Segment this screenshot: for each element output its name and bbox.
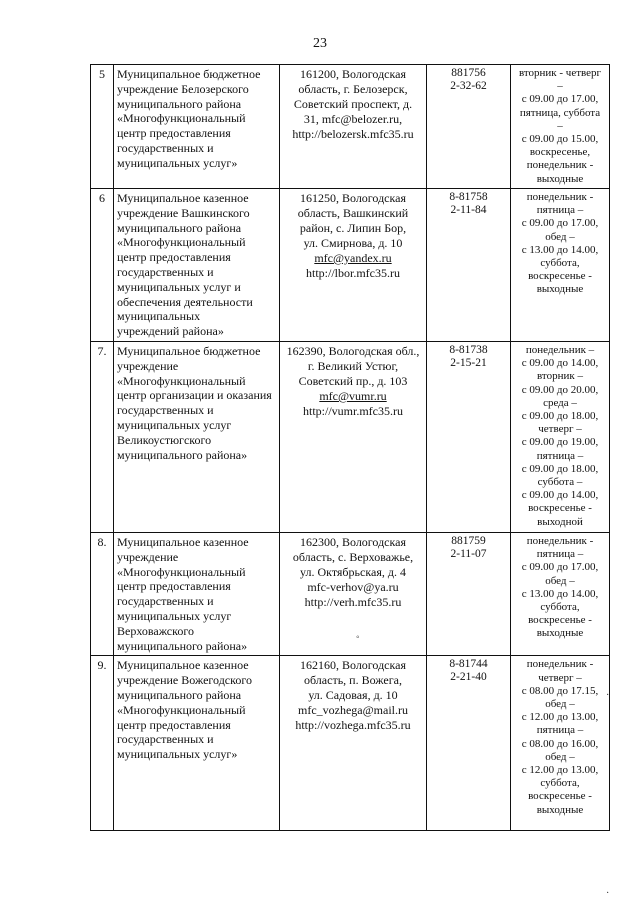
text-line: муниципальных <box>117 309 201 324</box>
scan-speck: · <box>606 888 610 899</box>
text-line: – <box>557 119 563 132</box>
text-line: пятница – <box>536 724 584 737</box>
text-line: 2-15-21 <box>450 356 487 369</box>
text-line: государственных и <box>117 732 214 747</box>
text-line: область, п. Вожега, <box>304 673 402 688</box>
text-line: «Многофункциональный <box>117 373 246 388</box>
text-line: муниципальных услуг» <box>117 747 238 762</box>
text-line: 2-21-40 <box>450 671 487 684</box>
text-line: воскресенье - <box>528 270 592 283</box>
phone-number <box>427 656 511 831</box>
text-line: Верховажского <box>117 623 194 638</box>
institution-name <box>114 65 280 189</box>
text-line: учреждение Вожегодского <box>117 673 252 688</box>
address-contacts <box>280 341 427 532</box>
text-line: с 13.00 до 14.00, <box>521 243 599 256</box>
text-line: воскресенье - <box>528 502 592 515</box>
contact-link[interactable]: mfc_vozhega@mail.ru <box>297 703 408 718</box>
text-line: обед – <box>545 750 575 763</box>
text-line: центр предоставления <box>117 126 231 141</box>
text-line: «Многофункциональный <box>117 702 246 717</box>
text-line: Муниципальное бюджетное <box>117 67 261 81</box>
text-line: муниципальных услуг» <box>117 155 238 170</box>
text-line: 8-81758 <box>449 191 488 203</box>
text-line: государственных и <box>117 264 214 279</box>
row-number: 7. <box>91 341 114 532</box>
text-line: центр предоставления <box>117 717 231 732</box>
text-line: 161250, Вологодская <box>299 191 407 205</box>
text-line: муниципального района» <box>117 447 248 462</box>
row-number: 8. <box>91 532 114 655</box>
text-line: понедельник - <box>526 191 594 203</box>
contact-link[interactable]: http://vumr.mfc35.ru <box>303 403 403 418</box>
text-line: с 09.00 до 14.00, <box>521 489 599 502</box>
address-contacts <box>280 656 427 831</box>
phone-number <box>427 189 511 342</box>
text-line: с 08.00 до 16.00, <box>521 737 599 750</box>
table-row <box>91 189 610 342</box>
contact-link[interactable]: http://verh.mfc35.ru <box>304 594 402 609</box>
text-line: обеспечения деятельности <box>117 294 253 309</box>
text-line: с 09.00 до 14.00, <box>521 357 599 370</box>
text-line: с 09.00 до 19.00, <box>521 436 599 449</box>
text-line: обед – <box>545 697 575 710</box>
text-line: понедельник - <box>526 534 594 547</box>
text-line: государственных и <box>117 594 214 609</box>
phone-number <box>427 65 511 189</box>
text-line: обед – <box>545 574 575 587</box>
table-row <box>91 341 610 532</box>
text-line: муниципальных услуг <box>117 417 232 432</box>
contact-link[interactable]: http://vozhega.mfc35.ru <box>295 718 411 733</box>
text-line: 2-11-84 <box>450 204 487 216</box>
text-line: пятница – <box>536 548 584 561</box>
text-line: суббота – <box>537 476 583 488</box>
text-line: с 09.00 до 18.00, <box>521 462 599 475</box>
text-line: пятница – <box>536 449 584 462</box>
text-line: «Многофункциональный <box>117 111 246 126</box>
scan-speck: · <box>606 690 610 701</box>
contact-link[interactable]: http://lbor.mfc35.ru <box>306 266 400 280</box>
text-line: муниципального района <box>117 220 242 235</box>
text-line: ул. Садовая, д. 10 <box>308 688 398 703</box>
working-hours <box>511 65 610 189</box>
text-line: область, с. Верховажье, <box>292 549 414 564</box>
text-line: 2-32-62 <box>450 80 487 92</box>
text-line: суббота, <box>540 600 580 613</box>
text-line: 881756 <box>451 67 486 79</box>
working-hours <box>511 656 610 831</box>
text-line: обед – <box>545 230 575 243</box>
text-line: выходные <box>536 803 584 816</box>
contact-link[interactable]: mfc-verhov@ya.ru <box>307 579 399 594</box>
text-line: с 13.00 до 14.00, <box>521 587 599 600</box>
text-line: государственных и <box>117 403 214 418</box>
text-line: 162160, Вологодская <box>299 658 407 673</box>
text-line: Муниципальное казенное <box>117 191 249 205</box>
text-line: 162300, Вологодская <box>299 534 407 549</box>
phone-number <box>427 532 511 655</box>
text-line: суббота, <box>540 777 580 790</box>
text-line: 881759 <box>451 534 486 547</box>
text-line: центр организации и оказания <box>117 388 272 403</box>
table-row <box>91 656 610 831</box>
text-line: пятница – <box>536 204 584 217</box>
text-line: с 09.00 до 17.00, <box>521 93 599 106</box>
text-line: центр предоставления <box>117 579 231 594</box>
institution-name <box>114 656 280 831</box>
text-line: учреждение <box>117 358 179 373</box>
text-line: учреждение <box>117 549 179 564</box>
text-line: воскресенье, <box>529 146 591 159</box>
institution-name <box>114 532 280 655</box>
text-line: муниципальных услуг <box>117 608 232 623</box>
text-line: 8-81744 <box>449 658 488 671</box>
text-line: область, г. Белозерск, <box>298 82 408 96</box>
text-line: среда – <box>543 396 577 409</box>
table-row <box>91 532 610 655</box>
mfc-table <box>90 64 610 831</box>
text-line: суббота, <box>540 257 580 270</box>
text-line: выходные <box>536 172 584 185</box>
address-contacts <box>280 189 427 342</box>
text-line: выходные <box>536 627 584 640</box>
text-line: вторник - четверг <box>518 67 602 79</box>
text-line: четверг – <box>538 423 582 436</box>
text-line: учреждений района» <box>117 324 224 339</box>
text-line: четверг – <box>538 671 582 684</box>
row-number: 6 <box>91 189 114 342</box>
text-line: 161200, Вологодская <box>299 67 407 81</box>
text-line: с 12.00 до 13.00, <box>521 711 599 724</box>
address-contacts <box>280 532 427 655</box>
text-line: понедельник - <box>526 159 594 172</box>
text-line: с 12.00 до 13.00, <box>521 763 599 776</box>
text-line: г. Великий Устюг, <box>307 358 399 373</box>
text-line: выходной <box>537 515 583 528</box>
text-line: учреждение Белозерского <box>117 81 249 96</box>
text-line: Советский пр., д. 103 <box>298 373 408 388</box>
text-line: с 08.00 до 17.15, <box>521 684 599 697</box>
text-line: пятница, суббота <box>519 106 601 119</box>
text-line: муниципального района <box>117 96 242 111</box>
text-line: муниципальных услуг и <box>117 279 241 294</box>
scan-mark: ◦ <box>356 632 360 643</box>
text-line: Муниципальное казенное <box>117 534 249 549</box>
text-line: район, с. Липин Бор, <box>299 221 407 235</box>
address-contacts <box>280 65 427 189</box>
contact-link[interactable]: 31, mfc@belozer.ru, <box>303 112 403 126</box>
text-line: Муниципальное бюджетное <box>117 343 261 358</box>
row-number: 5 <box>91 65 114 189</box>
text-line: с 09.00 до 17.00, <box>521 217 599 230</box>
text-line: вторник – <box>537 370 583 383</box>
text-line: область, Вашкинский <box>297 206 409 220</box>
text-line: воскресенье - <box>528 790 592 803</box>
text-line: Великоустюгского <box>117 432 212 447</box>
text-line: муниципального района» <box>117 638 248 653</box>
institution-name <box>114 189 280 342</box>
contact-link[interactable]: mfc@yandex.ru <box>314 251 392 265</box>
text-line: Советский проспект, д. <box>293 97 413 111</box>
text-line: – <box>557 80 563 93</box>
contact-link[interactable]: mfc@vumr.ru <box>319 388 387 403</box>
table-row <box>91 65 610 189</box>
text-line: с 09.00 до 20.00, <box>521 383 599 396</box>
text-line: Муниципальное казенное <box>117 658 249 673</box>
page-number: 23 <box>313 36 327 51</box>
text-line: 162390, Вологодская обл., <box>286 343 420 358</box>
text-line: выходные <box>536 283 584 296</box>
text-line: ул. Смирнова, д. 10 <box>303 236 403 250</box>
text-line: воскресенье - <box>528 614 592 627</box>
text-line: с 09.00 до 17.00, <box>521 561 599 574</box>
text-line: ул. Октябрьская, д. 4 <box>300 564 406 579</box>
text-line: государственных и <box>117 140 214 155</box>
text-line: с 09.00 до 18.00, <box>521 409 599 422</box>
working-hours <box>511 189 610 342</box>
text-line: «Многофункциональный <box>117 564 246 579</box>
phone-number <box>427 341 511 532</box>
contact-link[interactable]: http://belozersk.mfc35.ru <box>292 127 414 141</box>
working-hours <box>511 532 610 655</box>
working-hours <box>511 341 610 532</box>
text-line: центр предоставления <box>117 250 231 265</box>
institution-name <box>114 341 280 532</box>
text-line: учреждение Вашкинского <box>117 205 250 220</box>
row-number: 9. <box>91 656 114 831</box>
text-line: понедельник – <box>525 343 595 356</box>
text-line: 8-81738 <box>449 343 488 356</box>
text-line: 2-11-07 <box>450 547 487 560</box>
text-line: с 09.00 до 15.00, <box>521 133 599 146</box>
text-line: «Многофункциональный <box>117 235 246 250</box>
text-line: муниципального района <box>117 687 242 702</box>
text-line: понедельник - <box>526 658 594 671</box>
